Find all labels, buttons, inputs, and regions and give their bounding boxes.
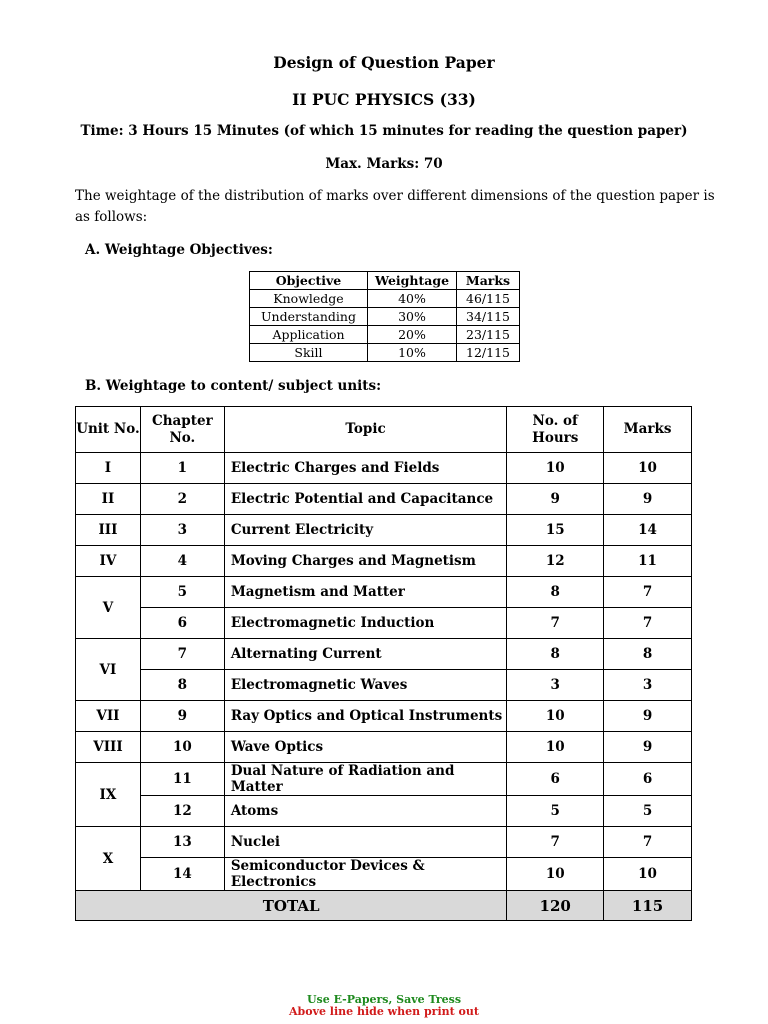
chapter-cell: 4	[140, 546, 224, 577]
table-row	[76, 827, 692, 858]
topic-cell: Atoms	[224, 796, 506, 827]
hours-cell: 15	[507, 515, 604, 546]
column-header: Chapter No.	[140, 407, 224, 453]
chapter-cell: 9	[140, 701, 224, 732]
topic-cell: Semiconductor Devices & Electronics	[224, 858, 506, 891]
hours-cell: 6	[507, 763, 604, 796]
topic-cell: Ray Optics and Optical Instruments	[224, 701, 506, 732]
marks-cell: 7	[604, 577, 692, 608]
table-row	[76, 732, 692, 763]
table-row	[250, 344, 520, 362]
objective-cell: Understanding	[250, 308, 368, 326]
column-header: Marks	[457, 272, 520, 290]
table-row	[250, 326, 520, 344]
section-a-heading: A. Weightage Objectives:	[85, 242, 273, 258]
chapter-cell: 10	[140, 732, 224, 763]
column-header: Weightage	[368, 272, 457, 290]
marks-cell: 7	[604, 827, 692, 858]
hours-cell: 8	[507, 639, 604, 670]
unit-cell: VIII	[76, 732, 141, 763]
document-title: Design of Question Paper	[273, 53, 495, 72]
topic-cell: Electric Potential and Capacitance	[224, 484, 506, 515]
marks-cell: 10	[604, 858, 692, 891]
topic-cell: Alternating Current	[224, 639, 506, 670]
hours-cell: 10	[507, 453, 604, 484]
weightage-cell: 20%	[368, 326, 457, 344]
table-row	[250, 290, 520, 308]
table-row	[76, 796, 692, 827]
objective-cell: Knowledge	[250, 290, 368, 308]
weightage-cell: 10%	[368, 344, 457, 362]
marks-cell: 12/115	[457, 344, 520, 362]
unit-cell: I	[76, 453, 141, 484]
chapter-cell: 2	[140, 484, 224, 515]
marks-cell: 8	[604, 639, 692, 670]
total-marks: 115	[604, 891, 692, 921]
topic-cell: Current Electricity	[224, 515, 506, 546]
unit-cell: II	[76, 484, 141, 515]
marks-cell: 14	[604, 515, 692, 546]
topic-cell: Dual Nature of Radiation and Matter	[224, 763, 506, 796]
hours-cell: 3	[507, 670, 604, 701]
table-row	[76, 608, 692, 639]
unit-cell: X	[76, 827, 141, 891]
total-label: TOTAL	[76, 891, 507, 921]
total-hours: 120	[507, 891, 604, 921]
table-row	[76, 639, 692, 670]
unit-cell: VII	[76, 701, 141, 732]
footer-line-2: Above line hide when print out	[289, 1005, 479, 1018]
table-row	[76, 858, 692, 891]
chapter-cell: 7	[140, 639, 224, 670]
objectives-table	[249, 271, 520, 362]
table-row	[76, 546, 692, 577]
footer-line-1: Use E-Papers, Save Tress	[306, 993, 462, 1006]
hours-cell: 7	[507, 827, 604, 858]
exam-time: Time: 3 Hours 15 Minutes (of which 15 minutes for reading the question paper)	[80, 123, 688, 139]
marks-cell: 3	[604, 670, 692, 701]
unit-cell: V	[76, 577, 141, 639]
topic-cell: Electric Charges and Fields	[224, 453, 506, 484]
table-row	[250, 308, 520, 326]
column-header: No. of Hours	[507, 407, 604, 453]
table-row	[76, 515, 692, 546]
chapter-cell: 8	[140, 670, 224, 701]
marks-cell: 11	[604, 546, 692, 577]
chapter-cell: 1	[140, 453, 224, 484]
marks-cell: 6	[604, 763, 692, 796]
table-row	[76, 701, 692, 732]
section-b-heading: B. Weightage to content/ subject units:	[85, 378, 382, 394]
hours-cell: 10	[507, 858, 604, 891]
hours-cell: 9	[507, 484, 604, 515]
subject-title: II PUC PHYSICS (33)	[292, 90, 476, 109]
topic-cell: Magnetism and Matter	[224, 577, 506, 608]
hours-cell: 7	[507, 608, 604, 639]
intro-paragraph: The weightage of the distribution of marks over different dimensions of the question paper is as follows:	[75, 188, 715, 225]
hours-cell: 10	[507, 732, 604, 763]
marks-cell: 9	[604, 732, 692, 763]
marks-cell: 5	[604, 796, 692, 827]
table-row	[76, 763, 692, 796]
topic-cell: Wave Optics	[224, 732, 506, 763]
topic-cell: Electromagnetic Waves	[224, 670, 506, 701]
objective-cell: Application	[250, 326, 368, 344]
hours-cell: 12	[507, 546, 604, 577]
unit-cell: IX	[76, 763, 141, 827]
column-header: Objective	[250, 272, 368, 290]
table-row	[76, 670, 692, 701]
chapter-cell: 5	[140, 577, 224, 608]
column-header: Topic	[224, 407, 506, 453]
weightage-cell: 40%	[368, 290, 457, 308]
chapter-cell: 6	[140, 608, 224, 639]
marks-cell: 46/115	[457, 290, 520, 308]
unit-cell: VI	[76, 639, 141, 701]
chapter-cell: 3	[140, 515, 224, 546]
column-header: Unit No.	[76, 407, 141, 453]
chapter-cell: 12	[140, 796, 224, 827]
table-row	[76, 484, 692, 515]
hours-cell: 5	[507, 796, 604, 827]
units-table	[75, 406, 692, 921]
marks-cell: 9	[604, 701, 692, 732]
total-row	[76, 891, 692, 921]
marks-cell: 34/115	[457, 308, 520, 326]
chapter-cell: 11	[140, 763, 224, 796]
hours-cell: 10	[507, 701, 604, 732]
column-header: Marks	[604, 407, 692, 453]
marks-cell: 9	[604, 484, 692, 515]
weightage-cell: 30%	[368, 308, 457, 326]
chapter-cell: 13	[140, 827, 224, 858]
table-row	[76, 577, 692, 608]
marks-cell: 7	[604, 608, 692, 639]
objective-cell: Skill	[250, 344, 368, 362]
marks-cell: 23/115	[457, 326, 520, 344]
hours-cell: 8	[507, 577, 604, 608]
unit-cell: IV	[76, 546, 141, 577]
chapter-cell: 14	[140, 858, 224, 891]
unit-cell: III	[76, 515, 141, 546]
units-header-row	[76, 407, 692, 453]
topic-cell: Nuclei	[224, 827, 506, 858]
max-marks: Max. Marks: 70	[325, 156, 443, 172]
topic-cell: Moving Charges and Magnetism	[224, 546, 506, 577]
marks-cell: 10	[604, 453, 692, 484]
table-row	[76, 453, 692, 484]
objectives-header-row	[250, 272, 520, 290]
topic-cell: Electromagnetic Induction	[224, 608, 506, 639]
